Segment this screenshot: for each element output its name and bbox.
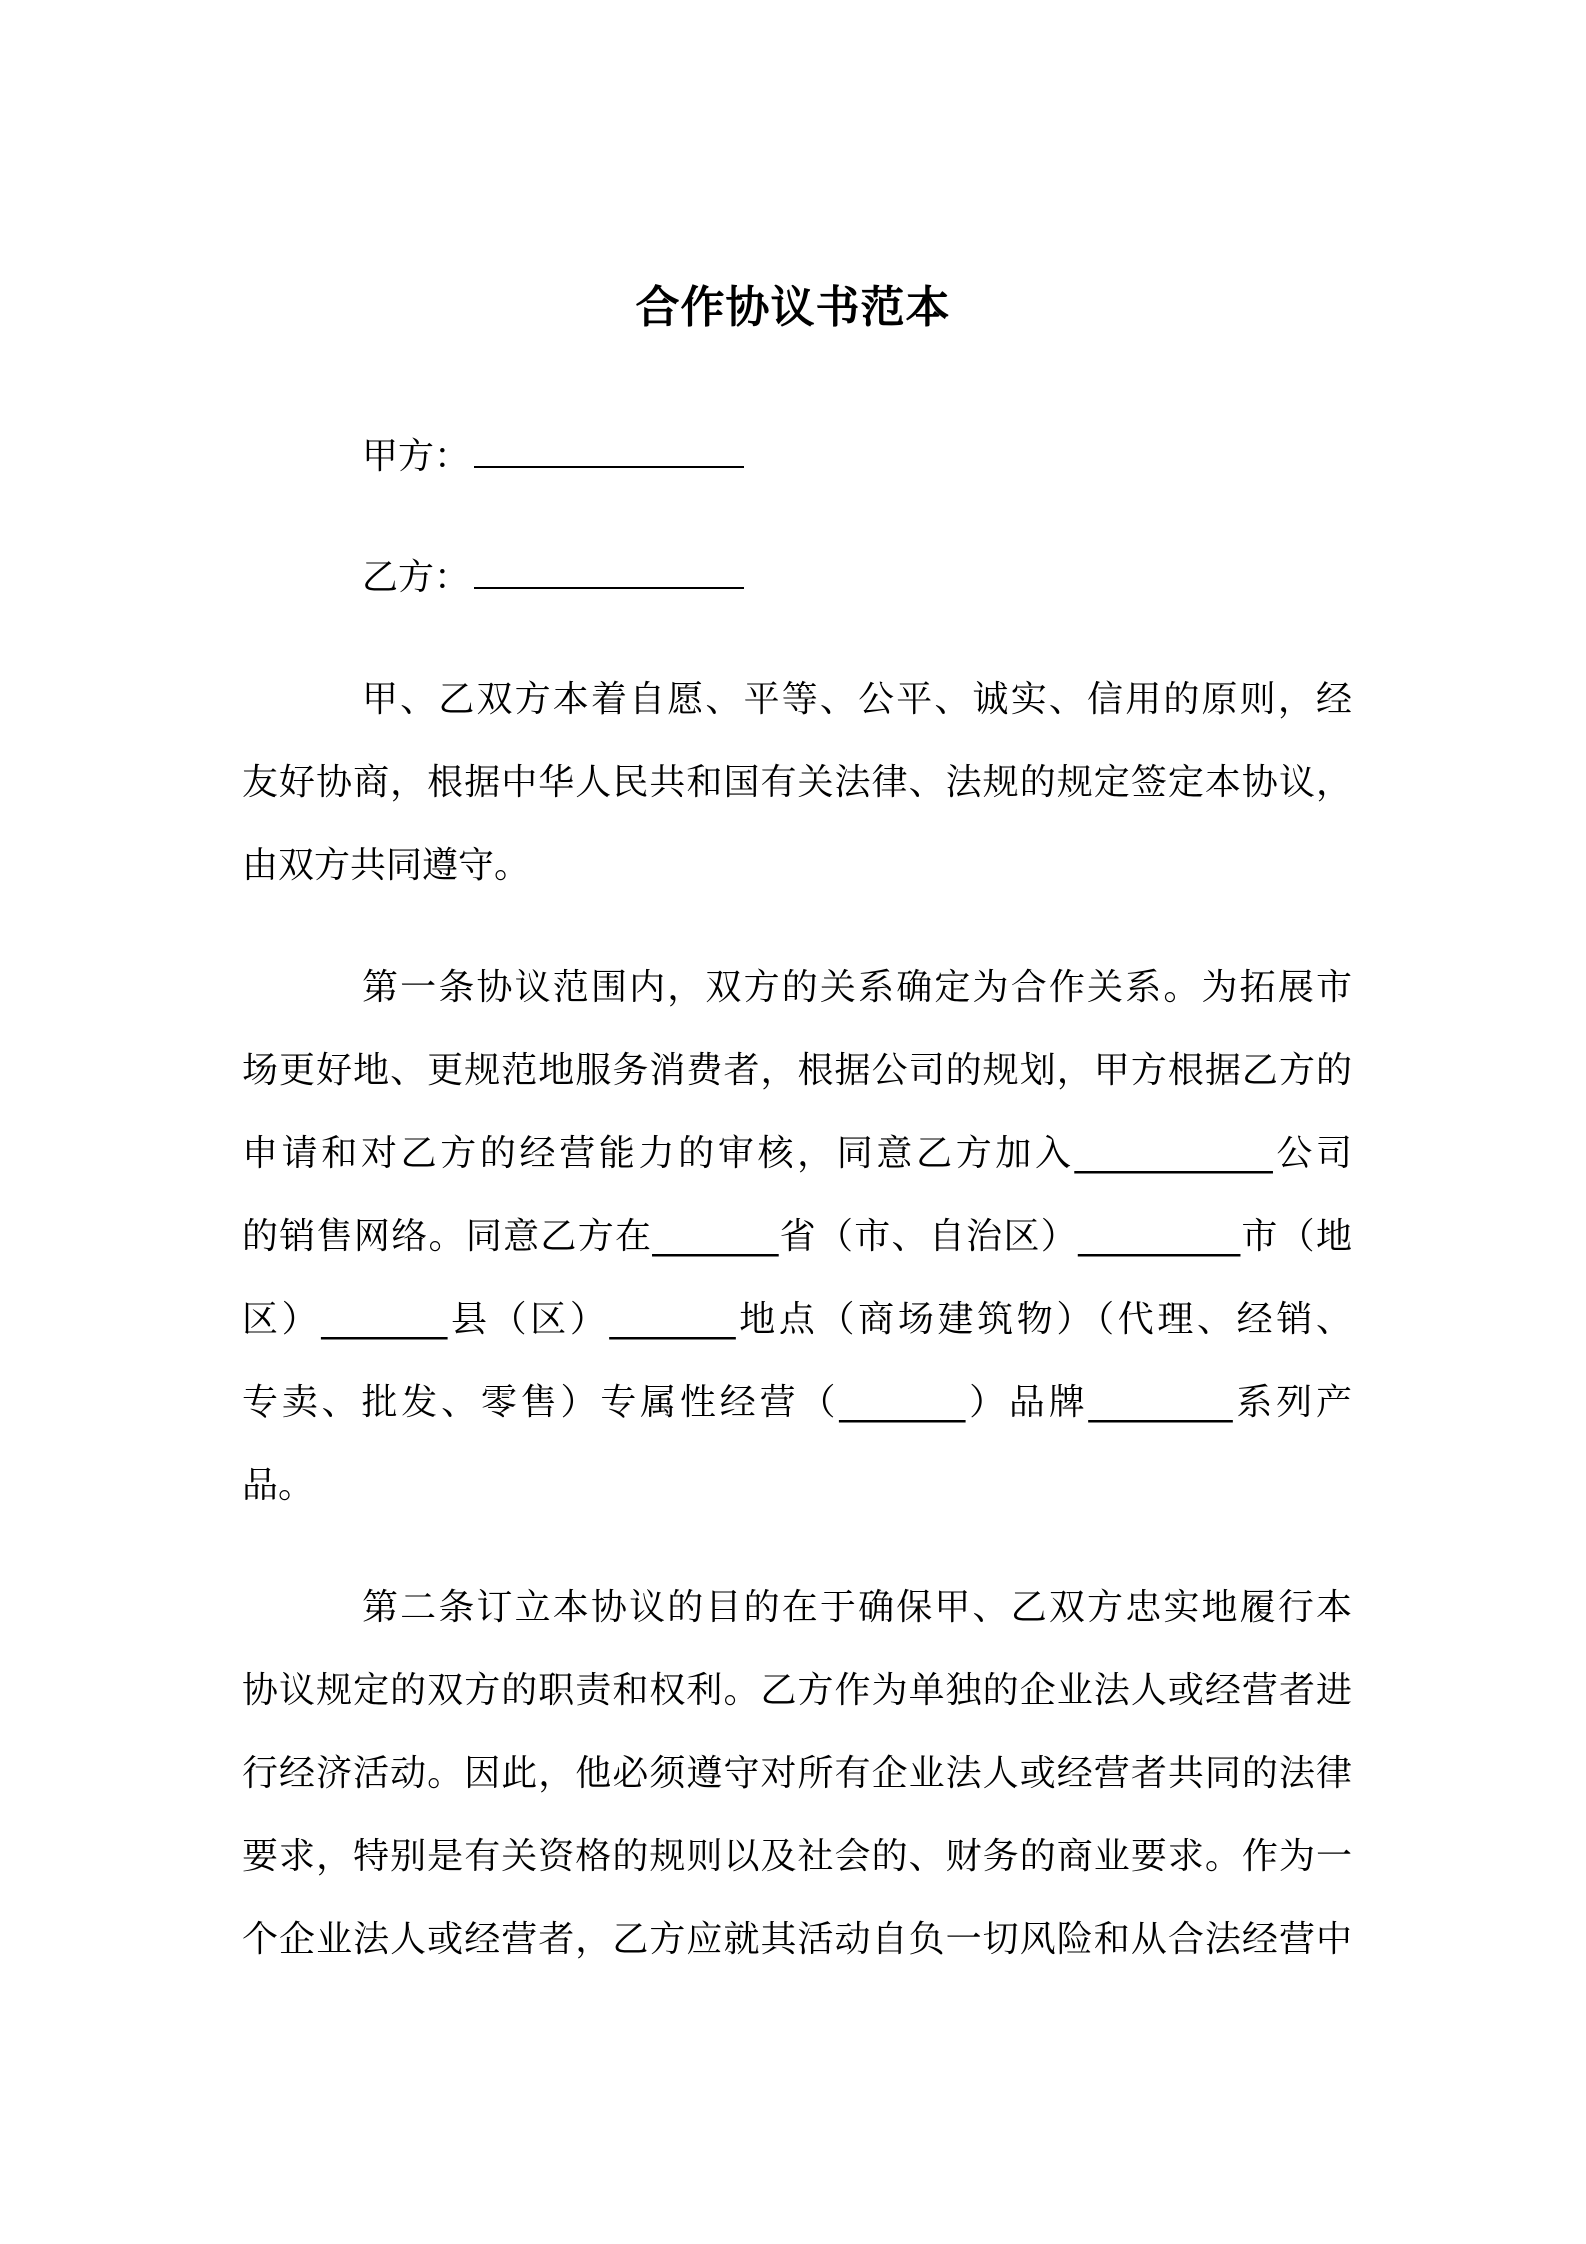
text-line: 行经济活动。因此，他必须遵守对所有企业法人或经营者共同的法律 [242, 1753, 1352, 1794]
text-line: 要求，特别是有关资格的规则以及社会的、财务的商业要求。作为一 [242, 1836, 1352, 1877]
text-line: 申请和对乙方的经营能力的审核，同意乙方加入___________公司 [242, 1133, 1352, 1174]
text-line: 专卖、批发、零售）专属性经营（_______）品牌________系列产 [242, 1382, 1352, 1423]
text-line: 区）_______县（区）_______地点（商场建筑物）（代理、经销、 [242, 1299, 1352, 1340]
party-a-label: 甲方： [362, 436, 471, 477]
party-a-blank [474, 432, 744, 468]
text-line: 协议规定的双方的职责和权利。乙方作为单独的企业法人或经营者进 [242, 1670, 1352, 1711]
paragraph-preamble [242, 658, 1352, 907]
text-line: 第二条订立本协议的目的在于确保甲、乙双方忠实地履行本 [362, 1587, 1352, 1628]
document-title: 合作协议书范本 [635, 282, 951, 333]
party-b-blank [474, 553, 744, 589]
party-b-label: 乙方： [362, 557, 471, 598]
text-line: 场更好地、更规范地服务消费者，根据公司的规划，甲方根据乙方的 [242, 1050, 1352, 1091]
text-line: 的销售网络。同意乙方在_______省（市、自治区）_________市（地 [242, 1216, 1352, 1257]
text-line: 品。 [242, 1465, 315, 1506]
paragraph-article-2 [242, 1566, 1352, 1981]
text-line: 甲、乙双方本着自愿、平等、公平、诚实、信用的原则，经 [362, 679, 1352, 720]
paragraph-article-1 [242, 946, 1352, 1527]
text-line: 友好协商，根据中华人民共和国有关法律、法规的规定签定本协议， [242, 762, 1352, 803]
text-line: 由双方共同遵守。 [242, 845, 531, 886]
text-line: 个企业法人或经营者，乙方应就其活动自负一切风险和从合法经营中 [242, 1919, 1352, 1960]
party-a-line [362, 432, 744, 482]
party-b-line [362, 553, 744, 603]
text-line: 第一条协议范围内，双方的关系确定为合作关系。为拓展市 [362, 967, 1352, 1008]
